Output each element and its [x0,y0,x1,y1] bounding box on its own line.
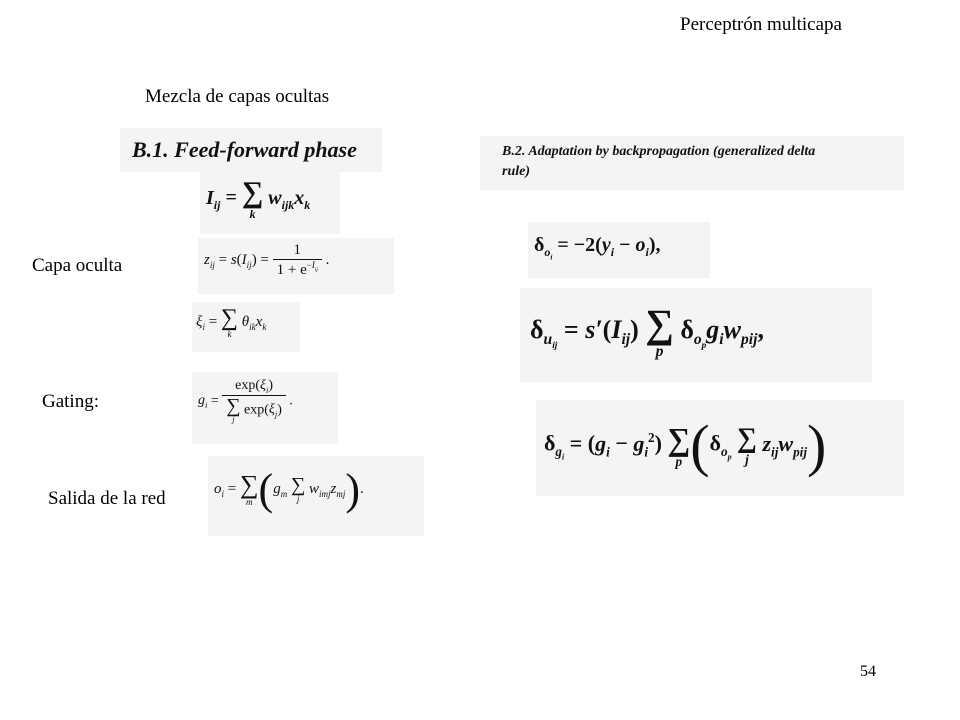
eq-gating-input: $\xi_i$ = ∑ k $\theta_{ik}x_k$ [196,305,267,339]
eq-delta-output: $\delta_{o_i} = -2(y_i - o_i)$, [534,234,661,262]
eq-gating-input-scan [192,302,300,352]
eq-hidden-activation: $z_{ij} = s(I_{ij})$ = $\frac{1}{1 + e^{-I_{ij}}}$ . [204,242,330,278]
page-number: 54 [860,663,876,680]
eq-network-output-scan [208,456,424,536]
eq-hidden-activation-scan [198,238,394,294]
eq-gating-softmax: $g_i$ = $\exp(\xi_i)$ ∑ j $\exp(\xi_j)$ . [198,378,293,424]
slide-subtitle: Mezcla de capas ocultas [145,86,330,107]
slide-title: Perceptrón multicapa [680,14,842,35]
label-network-output: Salida de la red [48,488,166,509]
eq-delta-hidden: $\delta_{u_{ij}} = s'(I_{ij})$ ∑ p $\delta_{o_p}g_iw_{pij}$, [530,301,764,360]
label-gating: Gating: [42,391,99,412]
bp-heading-line2: rule) [502,164,530,179]
eq-net-input: $I_{ij}$ = ∑ k $w_{ijk}x_k$ [206,176,311,221]
ff-heading-scan [120,128,382,172]
bp-heading-line1: B.2. Adaptation by backpropagation (generalized delta [502,144,816,159]
eq-delta-output-scan [528,222,710,278]
eq-delta-gating: $\delta_{g_i} = (g_i - g_i^2)$ ∑ p ($\delta_{o_p}$ ∑ j $z_{ij}w_{pij}$) [544,413,827,478]
eq-delta-hidden-scan [520,288,872,382]
eq-delta-gating-scan [536,400,904,496]
ff-heading: B.1. Feed-forward phase [132,137,357,162]
label-hidden-layer: Capa oculta [32,255,123,276]
eq-net-input-scan [200,172,340,234]
eq-network-output: $o_i$ = ∑ m ($g_m$ ∑ j $w_{imj}z_{mj}$). [214,465,364,514]
eq-gating-softmax-scan [192,372,338,444]
bp-heading-scan [480,136,904,190]
